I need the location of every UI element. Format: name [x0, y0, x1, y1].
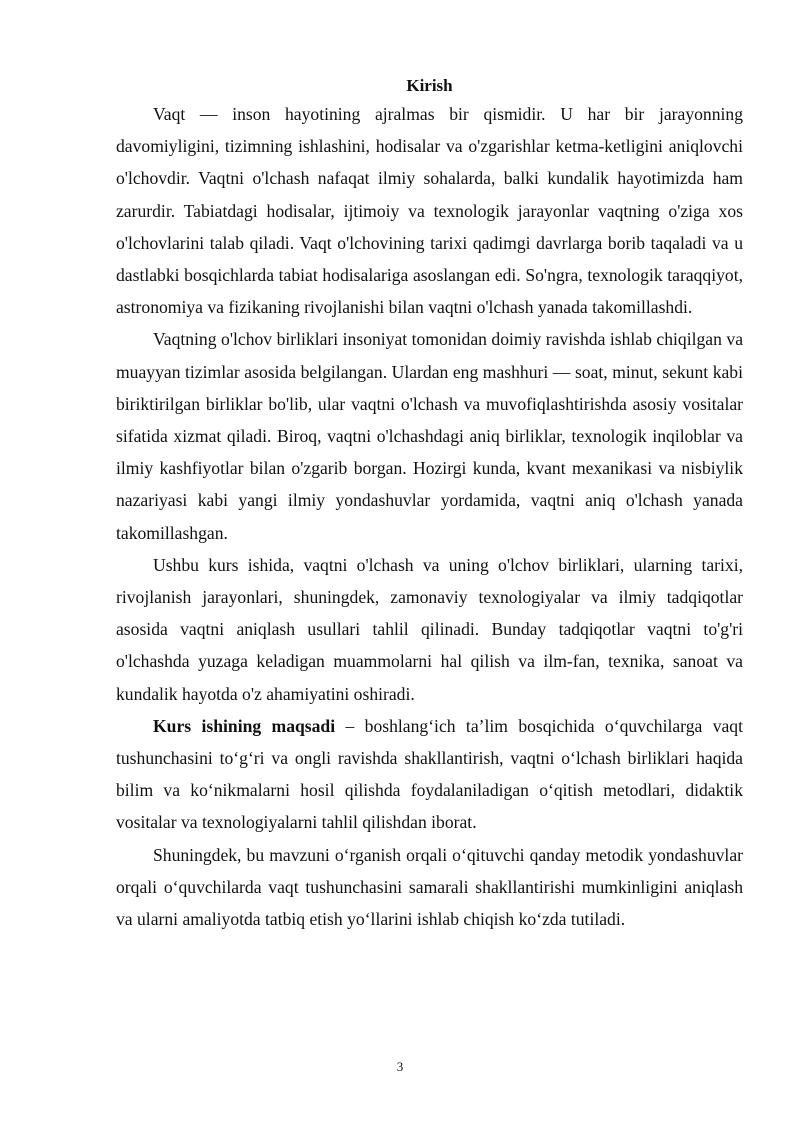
paragraph-course-work: Ushbu kurs ishida, vaqtni o'lchash va uning o'lchov birliklari, ularning tarixi, rivojlanish jarayonlari, shuningdek, zamonaviy texnologiyalar va ilmiy tadqiqotlar asosida vaqtni aniqlash usullari tahlil qilinadi. Bunday tadqiqotlar vaqtni to'g'ri o'lchashda yuzaga keladigan muammolarni hal qilish va ilm-fan, texnika, sanoat va kundalik hayotda o'z ahamiyatini oshiradi. [116, 554, 743, 704]
page-number: 3 [396, 1059, 404, 1074]
goal-text: – boshlang‘ich ta’lim bosqichida o‘quvchilarga vaqt tushunchasini to‘g‘ri va ongli ravishda shakllantirish, vaqtni o‘lchash birliklari haqida bilim va ko‘nikmalarni hosil qilishda foydalaniladigan o‘qitish metodlari, didaktik vositalar va texnologiyalarni tahlil qilishdan iborat. [116, 715, 743, 833]
paragraph-intro: Vaqt — inson hayotining ajralmas bir qismidir. U har bir jarayonning davomiyligini, tizimning ishlashini, hodisalar va o'zgarishlar ketma-ketligini aniqlovchi o'lchovdir. Vaqtni o'lchash nafaqat ilmiy sohalarda, balki kundalik hayotimizda ham zarurdir. Tabiatdagi hodisalar, ijtimoiy va texnologik jarayonlar vaqtning o'ziga xos o'lchovlarini talab qiladi. Vaqt o'lchovining tarixi qadimgi davrlarga borib taqaladi va u dastlabki bosqichlarda tabiat hodisalariga asoslangan edi. So'ngra, texnologik taraqqiyot, astronomiya va fizikaning rivojlanishi bilan vaqtni o'lchash yanada takomillashdi. [116, 104, 743, 318]
paragraph-goal [116, 710, 743, 839]
paragraph-conclusion: Shuningdek, bu mavzuni o‘rganish orqali o‘qituvchi qanday metodik yondashuvlar orqali o‘quvchilarda vaqt tushunchasini samarali shakllantirishi mumkinligini aniqlash va ularni amaliyotda tatbiq etish yo‘llarini ishlab chiqish ko‘zda tutiladi. [116, 844, 743, 930]
goal-label: Kurs ishining maqsadi [153, 715, 336, 736]
document-page [116, 74, 743, 935]
page-title: Kirish [406, 76, 453, 95]
paragraph-units: Vaqtning o'lchov birliklari insoniyat tomonidan doimiy ravishda ishlab chiqilgan va muayyan tizimlar asosida belgilangan. Ulardan eng mashhuri — soat, minut, sekunt kabi biriktirilgan birliklar bo'lib, ular vaqtni o'lchash va muvofiqlashtirishda asosiy vositalar sifatida xizmat qiladi. Biroq, vaqtni o'lchashdagi aniq birliklar, texnologik inqiloblar va ilmiy kashfiyotlar bilan o'zgarib borgan. Hozirgi kunda, kvant mexanikasi va nisbiylik nazariyasi kabi yangi ilmiy yondashuvlar yordamida, vaqtni aniq o'lchash yanada takomillashgan. [116, 329, 743, 543]
